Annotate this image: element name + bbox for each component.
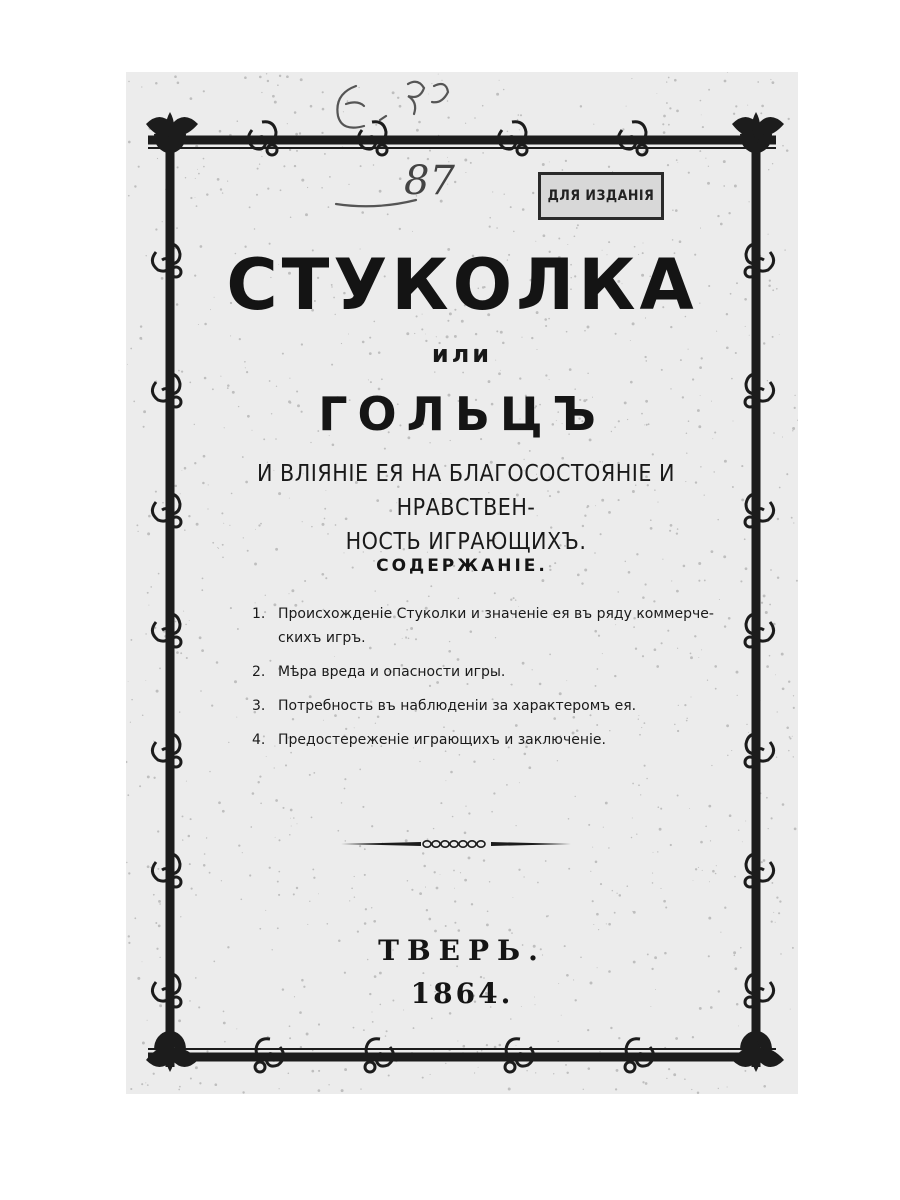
description-line: НОСТЬ ИГРАЮЩИХЪ. xyxy=(345,529,587,555)
toc-item-text: Предостереженіе играющихъ и заключеніе. xyxy=(278,732,606,748)
publication-city: ТВЕРЬ. xyxy=(378,934,546,967)
beaded-line-ornament-icon xyxy=(341,834,571,854)
title-page-text xyxy=(126,72,798,1094)
book-title: СТУКОЛКА xyxy=(226,244,698,326)
toc-item-text: Происхожденіе Стуколки и значеніе ея въ ряду коммерче- xyxy=(278,606,714,622)
contents-heading: СОДЕРЖАНІЕ. xyxy=(376,556,548,576)
toc-item xyxy=(252,694,762,718)
library-stamp: ДЛЯ ИЗДАНІЯ xyxy=(538,172,664,220)
toc-item-number: 2. xyxy=(252,664,266,680)
book-subtitle: ГОЛЬЦЪ xyxy=(318,387,606,441)
handwritten-number: 87 xyxy=(404,158,455,204)
description-line: И ВЛІЯНІЕ ЕЯ НА БЛАГОСОСТОЯНІЕ И НРАВСТВЕН- xyxy=(257,461,675,521)
toc-item-text: Потребность въ наблюденіи за характеромъ ея. xyxy=(278,698,637,714)
scanned-title-page xyxy=(126,72,798,1094)
toc-item-number: 3. xyxy=(252,698,266,714)
toc-item-number: 1. xyxy=(252,606,266,622)
toc-item-text-continued: скихъ игръ. xyxy=(278,630,366,646)
title-connector: или xyxy=(431,340,493,368)
toc-item xyxy=(252,602,762,650)
book-description xyxy=(186,457,746,559)
toc-item xyxy=(252,728,762,752)
toc-item xyxy=(252,660,762,684)
toc-item-number: 4. xyxy=(252,732,266,748)
toc-item-text: Мѣра вреда и опасности игры. xyxy=(278,664,506,680)
table-of-contents xyxy=(252,602,762,762)
publication-year: 1864. xyxy=(410,977,514,1010)
